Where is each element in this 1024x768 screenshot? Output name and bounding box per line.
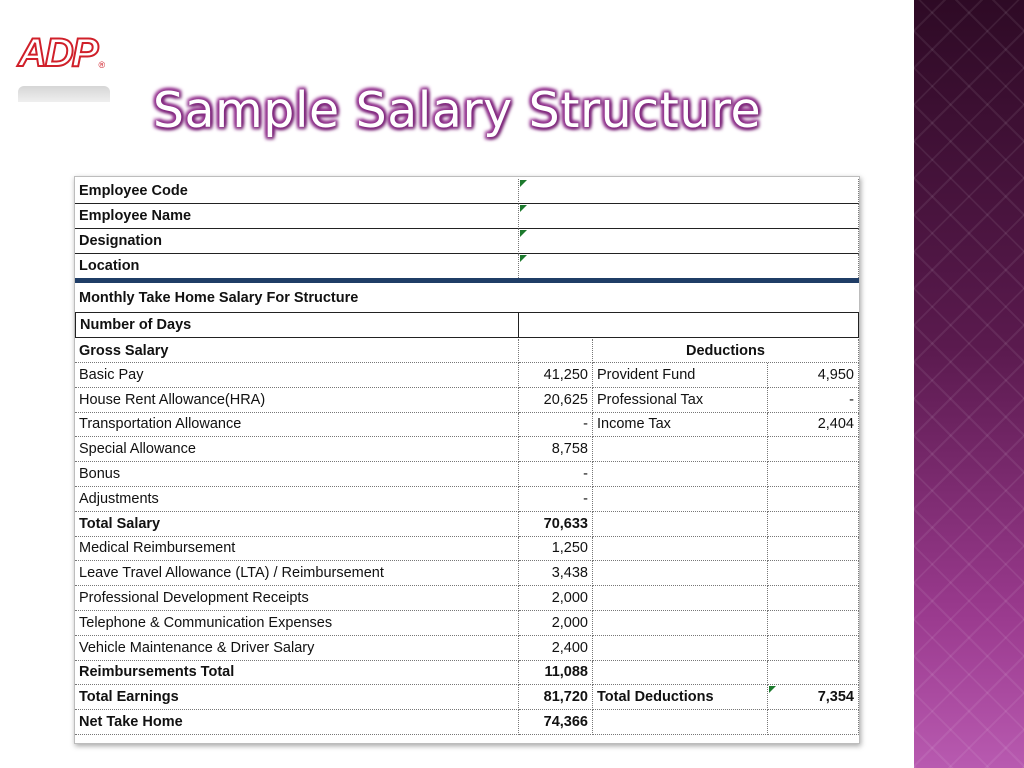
number-of-days-row xyxy=(75,312,859,338)
earning-amount: 2,400 xyxy=(519,636,593,661)
table-row xyxy=(75,487,859,512)
earning-amount: 2,000 xyxy=(519,611,593,636)
employee-code-label: Employee Code xyxy=(75,179,519,204)
deduction-label xyxy=(593,487,768,512)
deduction-amount: - xyxy=(768,388,859,413)
logo-text: ADP xyxy=(18,31,97,75)
earning-label: Net Take Home xyxy=(75,710,519,735)
deduction-amount xyxy=(768,611,859,636)
earning-amount: 81,720 xyxy=(519,685,593,710)
deduction-amount xyxy=(768,561,859,586)
location-row xyxy=(75,254,859,278)
deduction-label xyxy=(593,710,768,735)
deduction-label xyxy=(593,611,768,636)
deduction-amount xyxy=(768,636,859,661)
earning-amount: 20,625 xyxy=(519,388,593,413)
deduction-amount xyxy=(768,462,859,487)
number-of-days-label: Number of Days xyxy=(75,312,519,338)
deduction-label xyxy=(593,661,768,686)
earning-amount: - xyxy=(519,413,593,438)
table-row xyxy=(75,710,859,735)
deductions-header: Deductions xyxy=(593,339,859,363)
gross-salary-header: Gross Salary xyxy=(75,339,519,363)
table-row xyxy=(75,462,859,487)
deduction-amount xyxy=(768,710,859,735)
earning-amount: 41,250 xyxy=(519,363,593,388)
deduction-label: Total Deductions xyxy=(593,685,768,710)
earning-amount: 3,438 xyxy=(519,561,593,586)
adp-logo xyxy=(18,32,110,74)
earning-label: Total Salary xyxy=(75,512,519,537)
earning-amount: 2,000 xyxy=(519,586,593,611)
deduction-amount xyxy=(768,487,859,512)
earning-amount: 8,758 xyxy=(519,437,593,462)
deduction-label: Income Tax xyxy=(593,413,768,438)
deduction-label xyxy=(593,636,768,661)
designation-row xyxy=(75,229,859,254)
earning-amount: 70,633 xyxy=(519,512,593,537)
deduction-label xyxy=(593,586,768,611)
salary-table xyxy=(74,176,860,744)
deduction-label xyxy=(593,437,768,462)
employee-code-value[interactable] xyxy=(519,179,859,204)
deduction-amount: 7,354 xyxy=(768,685,859,710)
table-row xyxy=(75,413,859,438)
table-row xyxy=(75,388,859,413)
earning-label: Special Allowance xyxy=(75,437,519,462)
header-row xyxy=(75,339,859,363)
deduction-label xyxy=(593,537,768,562)
section-title-row xyxy=(75,285,859,311)
cell-comment-marker xyxy=(520,180,527,187)
earning-label: Basic Pay xyxy=(75,363,519,388)
earning-amount: - xyxy=(519,487,593,512)
table-row xyxy=(75,512,859,537)
cell-comment-marker xyxy=(769,686,776,693)
number-of-days-value[interactable] xyxy=(519,312,859,338)
earning-label: House Rent Allowance(HRA) xyxy=(75,388,519,413)
deduction-label xyxy=(593,512,768,537)
table-row xyxy=(75,685,859,710)
earning-label: Reimbursements Total xyxy=(75,661,519,686)
earning-label: Leave Travel Allowance (LTA) / Reimbursement xyxy=(75,561,519,586)
deduction-amount: 2,404 xyxy=(768,413,859,438)
decorative-side-panel xyxy=(914,0,1024,768)
cell-comment-marker xyxy=(520,255,527,262)
section-title: Monthly Take Home Salary For Structure xyxy=(79,290,359,306)
earning-label: Professional Development Receipts xyxy=(75,586,519,611)
cell-comment-marker xyxy=(520,205,527,212)
earning-label: Transportation Allowance xyxy=(75,413,519,438)
earning-amount: 74,366 xyxy=(519,710,593,735)
earning-label: Vehicle Maintenance & Driver Salary xyxy=(75,636,519,661)
location-label: Location xyxy=(75,254,519,278)
deduction-amount: 4,950 xyxy=(768,363,859,388)
designation-label: Designation xyxy=(75,229,519,254)
table-row xyxy=(75,561,859,586)
deduction-amount xyxy=(768,537,859,562)
deduction-amount xyxy=(768,661,859,686)
gross-amount-header-blank xyxy=(519,339,593,363)
earning-label: Adjustments xyxy=(75,487,519,512)
deduction-label: Professional Tax xyxy=(593,388,768,413)
employee-name-label: Employee Name xyxy=(75,204,519,229)
deduction-label xyxy=(593,561,768,586)
earning-label: Medical Reimbursement xyxy=(75,537,519,562)
employee-name-value[interactable] xyxy=(519,204,859,229)
table-row xyxy=(75,661,859,686)
table-row xyxy=(75,437,859,462)
deduction-amount xyxy=(768,586,859,611)
table-row xyxy=(75,363,859,388)
deduction-label: Provident Fund xyxy=(593,363,768,388)
slide-title: Sample Salary Structure xyxy=(152,82,762,139)
table-row xyxy=(75,611,859,636)
earning-label: Bonus xyxy=(75,462,519,487)
earning-label: Telephone & Communication Expenses xyxy=(75,611,519,636)
earning-amount: - xyxy=(519,462,593,487)
table-row xyxy=(75,537,859,562)
deduction-label xyxy=(593,462,768,487)
location-value[interactable] xyxy=(519,254,859,278)
table-row xyxy=(75,586,859,611)
earning-amount: 11,088 xyxy=(519,661,593,686)
cell-comment-marker xyxy=(520,230,527,237)
earning-label: Total Earnings xyxy=(75,685,519,710)
logo-registered-mark: ® xyxy=(98,60,106,70)
deduction-amount xyxy=(768,437,859,462)
section-divider-band xyxy=(75,278,859,283)
designation-value[interactable] xyxy=(519,229,859,254)
table-row xyxy=(75,636,859,661)
employee-code-row xyxy=(75,179,859,204)
deduction-amount xyxy=(768,512,859,537)
earning-amount: 1,250 xyxy=(519,537,593,562)
employee-name-row xyxy=(75,204,859,229)
